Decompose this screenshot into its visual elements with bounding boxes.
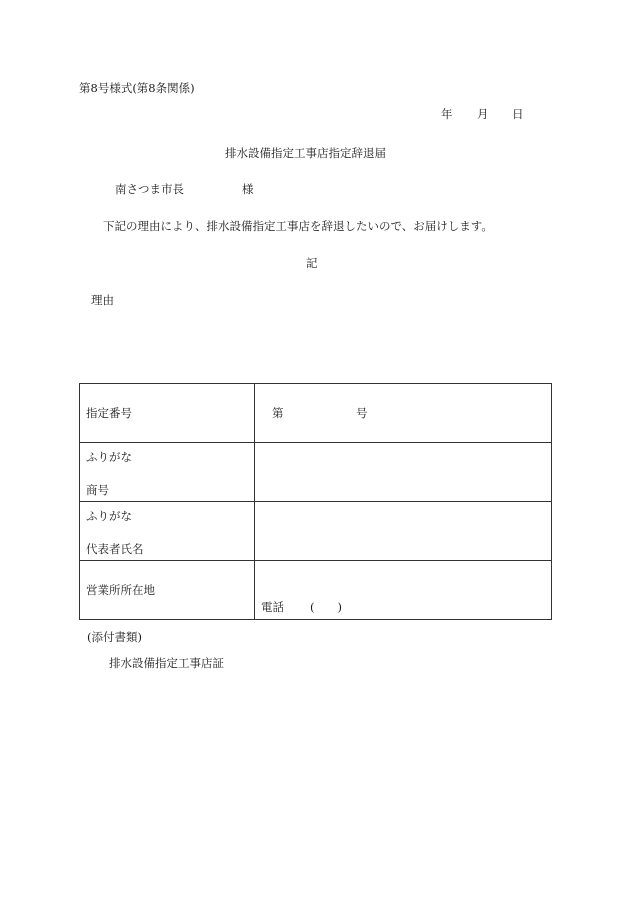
date-year: 年 — [441, 107, 453, 121]
designation-label-cell — [80, 384, 255, 443]
furigana-label: ふりがな — [86, 509, 132, 523]
intro-text: 下記の理由により、排水設備指定工事店を辞退したいので、お届けします。 — [103, 219, 493, 233]
addressee-honorific: 様 — [242, 182, 254, 196]
designation-suffix: 号 — [356, 406, 368, 420]
document-title: 排水設備指定工事店指定辞退届 — [225, 146, 386, 160]
date-month: 月 — [477, 107, 489, 121]
date-day: 日 — [512, 107, 524, 121]
representative-label: 代表者氏名 — [86, 542, 144, 556]
application-table — [79, 383, 552, 620]
table-row-representative — [80, 502, 552, 561]
phone-label: 電話 — [261, 600, 284, 614]
office-address-value-cell[interactable] — [255, 561, 552, 620]
designation-value-cell[interactable] — [255, 384, 552, 443]
table-row-designation — [80, 384, 552, 443]
designation-prefix: 第 — [272, 406, 284, 420]
office-address-label-cell — [80, 561, 255, 620]
form-number: 第8号様式(第8条関係) — [79, 81, 195, 95]
ki-heading: 記 — [306, 256, 318, 270]
representative-value-cell[interactable] — [255, 502, 552, 561]
phone-parens: ( ) — [310, 600, 342, 614]
designation-label: 指定番号 — [86, 406, 132, 420]
trade-name-label-cell — [80, 443, 255, 502]
trade-name-value-cell[interactable] — [255, 443, 552, 502]
furigana-label: ふりがな — [86, 450, 132, 464]
trade-name-label: 商号 — [86, 483, 109, 497]
reason-label: 理由 — [91, 293, 114, 307]
attachment-item: 排水設備指定工事店証 — [109, 656, 224, 670]
attachments-heading: (添付書類) — [87, 630, 142, 644]
office-address-label: 営業所所在地 — [86, 583, 155, 597]
representative-label-cell — [80, 502, 255, 561]
table-row-office-address — [80, 561, 552, 620]
table-row-trade-name — [80, 443, 552, 502]
addressee-name: 南さつま市長 — [115, 182, 184, 196]
